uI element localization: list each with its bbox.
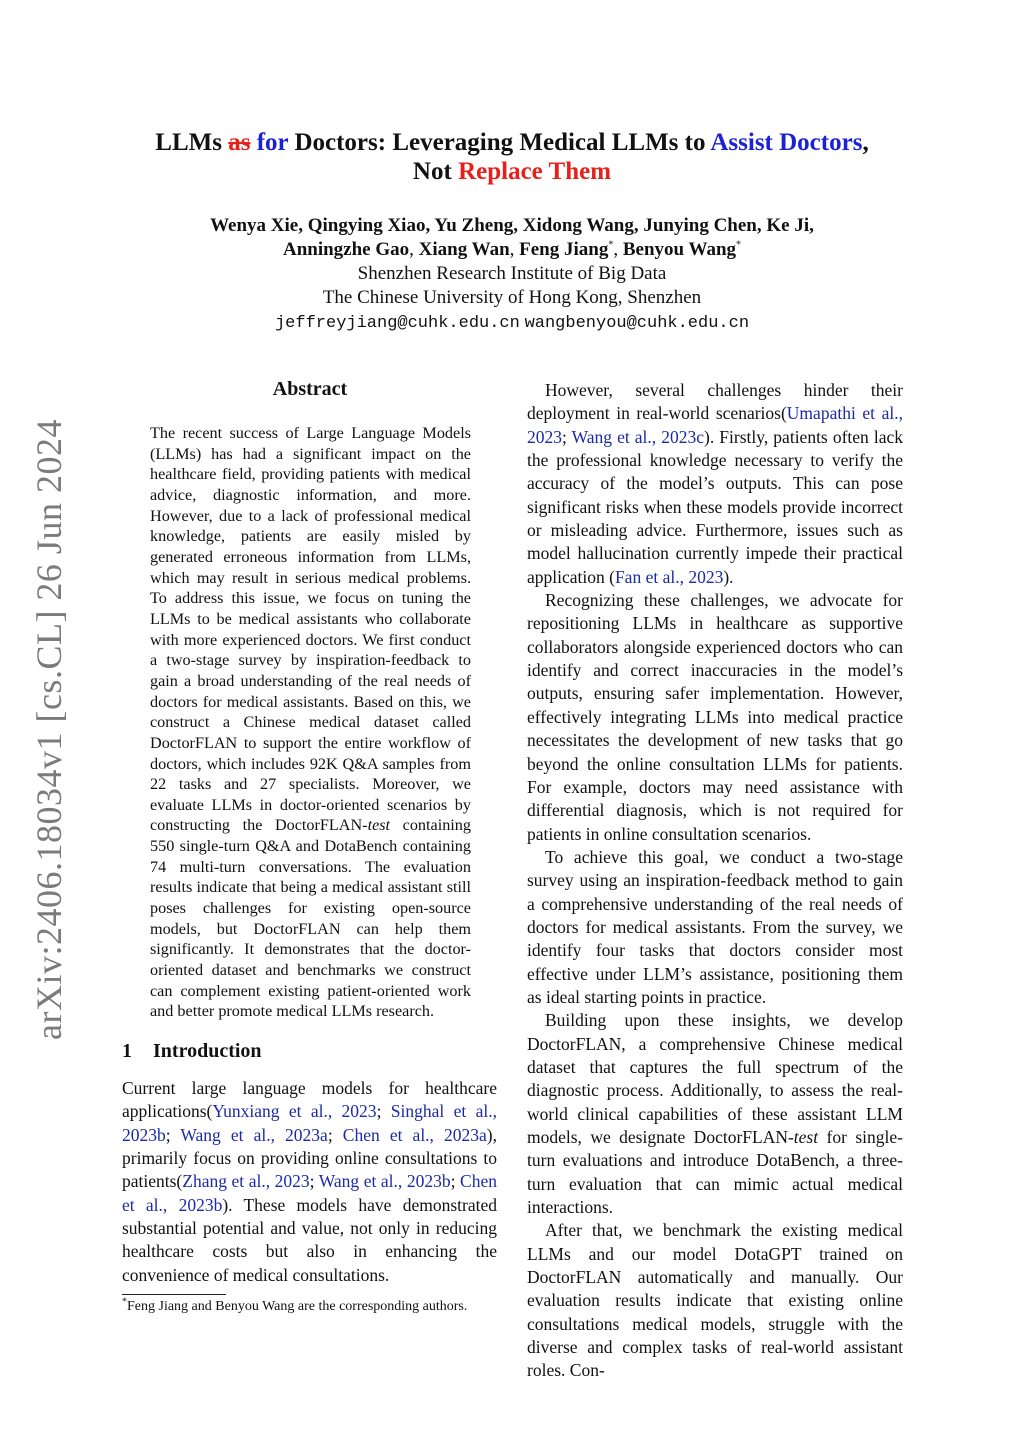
title-struck-word: as — [228, 129, 251, 156]
footnote-mark: * — [122, 1296, 127, 1308]
author-block — [60, 214, 964, 336]
citation-link[interactable]: Singhal et al., 2023b — [122, 1101, 497, 1145]
author-line-2: Anningzhe Gao, Xiang Wan, Feng Jiang*, Benyou Wang* — [282, 239, 742, 260]
citation-link[interactable]: Umapathi et al., 2023 — [527, 403, 903, 447]
title-comma: , — [862, 129, 869, 156]
title-blue-phrase: Assist Doctors — [710, 129, 863, 156]
author-name: Feng Jiang — [519, 239, 609, 260]
section-title: Introduction — [153, 1040, 262, 1062]
paragraph — [527, 1009, 903, 1219]
citation-link[interactable]: Yunxiang et al., 2023 — [212, 1101, 377, 1122]
citation-link[interactable]: Wang et al., 2023a — [180, 1124, 328, 1145]
text-run: ). These models have demonstrated substantial potential and value, not only in reducing healthcare costs but also in enhancing the convenience of medical consultations. — [122, 1194, 497, 1285]
title-part: Doctors: Leveraging Medical LLMs to — [294, 129, 706, 156]
abstract-heading: Abstract — [272, 378, 348, 400]
footnote-rule — [122, 1294, 226, 1295]
footnote — [122, 1298, 497, 1316]
corresponding-mark: * — [736, 239, 742, 251]
text-run: However, several challenges hinder their deployment in real-world scenarios( — [527, 380, 903, 424]
citation-link[interactable]: Fan et al., 2023 — [614, 566, 724, 587]
email-address[interactable]: wangbenyou@cuhk.edu.cn — [524, 314, 750, 333]
intro-left-column — [122, 1077, 497, 1287]
abstract-text: containing 550 single-turn Q&A and DotaBench containing 74 multi-turn conversations. The evaluation results indicate that being a medical assistant still poses challenges for existing open-source models, but DoctorFLAN can help them significantly. It demonstrates that the doctor-oriented dataset and benchmarks we construct can complement existing patient-oriented work and better promote medical LLMs research. — [150, 816, 471, 1021]
abstract-italic: test — [367, 816, 391, 835]
citation-link[interactable]: Zhang et al., 2023 — [182, 1171, 310, 1192]
affiliation-2: The Chinese University of Hong Kong, Shenzhen — [322, 287, 702, 308]
arxiv-stamp: arXiv:2406.18034v1 [cs.CL] 26 Jun 2024 — [29, 419, 69, 1040]
section-heading-introduction — [122, 1040, 262, 1063]
text-run: ). — [723, 566, 734, 587]
email-address[interactable]: jeffreyjiang@cuhk.edu.cn — [274, 314, 520, 333]
affiliation-1: Shenzhen Research Institute of Big Data — [357, 263, 667, 284]
intro-right-column — [527, 379, 903, 1383]
author-name: Anningzhe Gao — [282, 239, 410, 260]
italic-text: test — [793, 1127, 819, 1147]
section-number: 1 — [122, 1040, 132, 1062]
paragraph: To achieve this goal, we conduct a two-stage survey using an inspiration-feedback method to gain a comprehensive understanding of the real needs of doctors for medical assistants. From the survey, we identify four tasks that doctors consider most effective under LLM’s assistance, positioning them as ideal starting points in practice. — [527, 846, 903, 1007]
abstract-body — [150, 423, 471, 1022]
abstract-text: The recent success of Large Language Models (LLMs) has had a significant impact on the healthcare field, providing patients with medical advice, diagnostic information, and more. However, due to a lack of professional medical knowledge, patients are easily misled by generated erroneous information from LLMs, which may result in serious medical problems. To address this issue, we focus on tuning the LLMs to be medical assistants who collaborate with more experienced doctors. We first conduct a two-stage survey by inspiration-feedback to gain a broad understanding of the real needs of doctors for medical assistants. Based on this, we construct a Chinese medical dataset called DoctorFLAN to support the entire workflow of doctors, which includes 92K Q&A samples from 22 tasks and 27 specialists. Moreover, we evaluate LLMs in doctor-oriented scenarios by constructing the DoctorFLAN- — [150, 424, 471, 835]
citation-link[interactable]: Chen et al., 2023a — [342, 1124, 487, 1145]
title-part: Not — [412, 158, 452, 185]
author-name: Xiang Wan — [418, 239, 510, 260]
title-inserted-word: for — [256, 129, 289, 156]
footnote-text: Feng Jiang and Benyou Wang are the corresponding authors. — [127, 1299, 468, 1314]
text-run: Building upon these insights, we develop DoctorFLAN, a comprehensive Chinese medical dataset that captures the full spectrum of the diagnostic process. Additionally, to assess the real-world clinical capabilities of these assistant LLM models, we designate DoctorFLAN- — [527, 1010, 903, 1147]
author-line-1: Wenya Xie, Qingying Xiao, Yu Zheng, Xidong Wang, Junying Chen, Ke Ji, — [210, 215, 814, 236]
citation-link[interactable]: Wang et al., 2023b — [318, 1171, 451, 1192]
paragraph: After that, we benchmark the existing medical LLMs and our model DotaGPT trained on DoctorFLAN automatically and manually. Our evaluation results indicate that existing online consultations medical models, struggle with the diverse and complex tasks of real-world assistant roles. Con- — [527, 1220, 903, 1381]
paragraph: However, several challenges hinder their deployment in real-world scenarios(Umapathi et al., 2023; Wang et al., 2023c). Firstly, patients often lack the professional knowledge necessary to verify the accuracy of the model’s outputs. This can pose significant risks when these models provide incorrect or misleading advice. Furthermore, issues such as model hallucination currently impede their practical application (Fan et al., 2023). — [527, 380, 903, 587]
corresponding-mark: * — [608, 239, 614, 251]
title-red-phrase: Replace Them — [458, 158, 612, 185]
text-run: for single-turn evaluations and introduce DotaBench, a three-turn evaluation that can mimic actual medical interactions. — [527, 1127, 903, 1218]
citation-link[interactable]: Wang et al., 2023c — [571, 426, 705, 447]
paragraph: Current large language models for healthcare applications(Yunxiang et al., 2023; Singhal et al., 2023b; Wang et al., 2023a; Chen et al., 2023a), primarily focus on providing online consultations to patients(Zhang et al., 2023; Wang et al., 2023b; Chen et al., 2023b). These models have demonstrated substantial potential and value, not only in reducing healthcare costs but also in enhancing the convenience of medical consultations. — [122, 1078, 497, 1285]
text-run: ). Firstly, patients often lack the professional knowledge necessary to verify the accuracy of the model’s outputs. This can pose significant risks when these models provide incorrect or misleading advice. Furthermore, issues such as model hallucination currently impede their practical application ( — [527, 426, 903, 587]
title-part: LLMs — [155, 129, 222, 156]
paper-title — [60, 128, 964, 186]
text-run: ), primarily focus on providing online consultations to patients( — [122, 1124, 497, 1192]
paragraph: Recognizing these challenges, we advocate for repositioning LLMs in healthcare as supportive collaborators alongside experienced doctors who can identify and correct inaccuracies in the model’s outputs, ensuring safer implementation. However, effectively integrating LLMs into medical practice necessitates the development of new tasks that go beyond the online consultation LLMs for patients. For example, doctors may need assistance with differential diagnosis, which is not required for patients in online consultation scenarios. — [527, 590, 903, 844]
citation-link[interactable]: Chen et al., 2023b — [122, 1171, 497, 1215]
author-name: Benyou Wang — [622, 239, 737, 260]
email-line — [60, 310, 964, 336]
text-run: Current large language models for healthcare applications( — [122, 1078, 497, 1122]
